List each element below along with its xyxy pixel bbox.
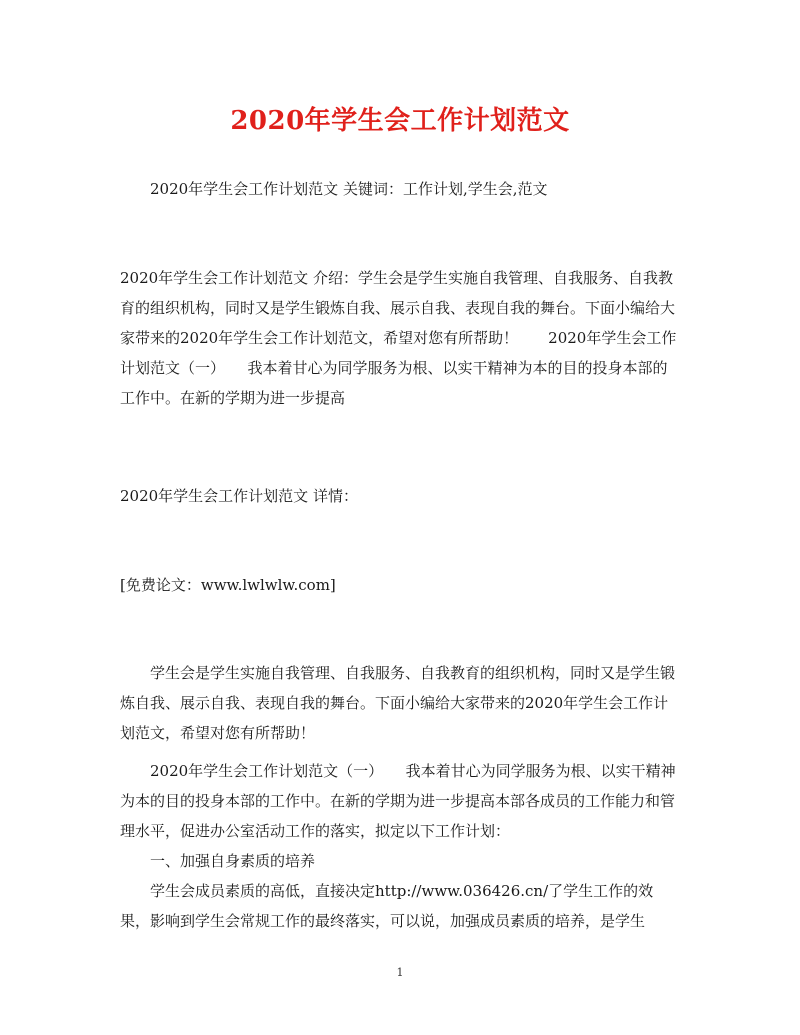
page-number: 1 — [396, 966, 404, 979]
body-paragraph: 学生会是学生实施自我管理、自我服务、自我教育的组织机构，同时又是学生锻炼自我、展示自我、表现自我的舞台。下面小编给大家带来的2020年学生会工作计划范文，希望对您有所帮助！ — [120, 664, 676, 742]
document-title: 2020年学生会工作计划范文 — [230, 106, 570, 136]
body-paragraph: 2020年学生会工作计划范文（一） 我本着甘心为同学服务为根、以实干精神为本的目的投身本部的工作中。在新的学期为进一步提高本部各成员的工作能力和管理水平，促进办公室活动工作的落实，拟定以下工作计划： — [120, 762, 676, 840]
free-paper-line: [免费论文：www.lwlwlw.com] — [120, 576, 336, 594]
keywords-line: 2020年学生会工作计划范文 关键词：工作计划,学生会,范文 — [150, 180, 548, 198]
section-heading: 一、加强自身素质的培养 — [150, 852, 316, 870]
body-paragraph: 学生会成员素质的高低，直接决定http://www.036426.cn/了学生工作的效果，影响到学生会常规工作的最终落实，可以说，加强成员素质的培养，是学生 — [120, 882, 654, 930]
intro-paragraph: 2020年学生会工作计划范文 介绍：学生会是学生实施自我管理、自我服务、自我教育的组织机构，同时又是学生锻炼自我、展示自我、表现自我的舞台。下面小编给大家带来的2020年学生会工作计划范文，希望对您有所帮助！ 2020年学生会工作计划范文（一） 我本着甘心为同学服务为根、以实干精神为本的目的投身本部的工作中。在新的学期为进一步提高 — [120, 269, 677, 407]
details-line: 2020年学生会工作计划范文 详情： — [120, 487, 358, 505]
